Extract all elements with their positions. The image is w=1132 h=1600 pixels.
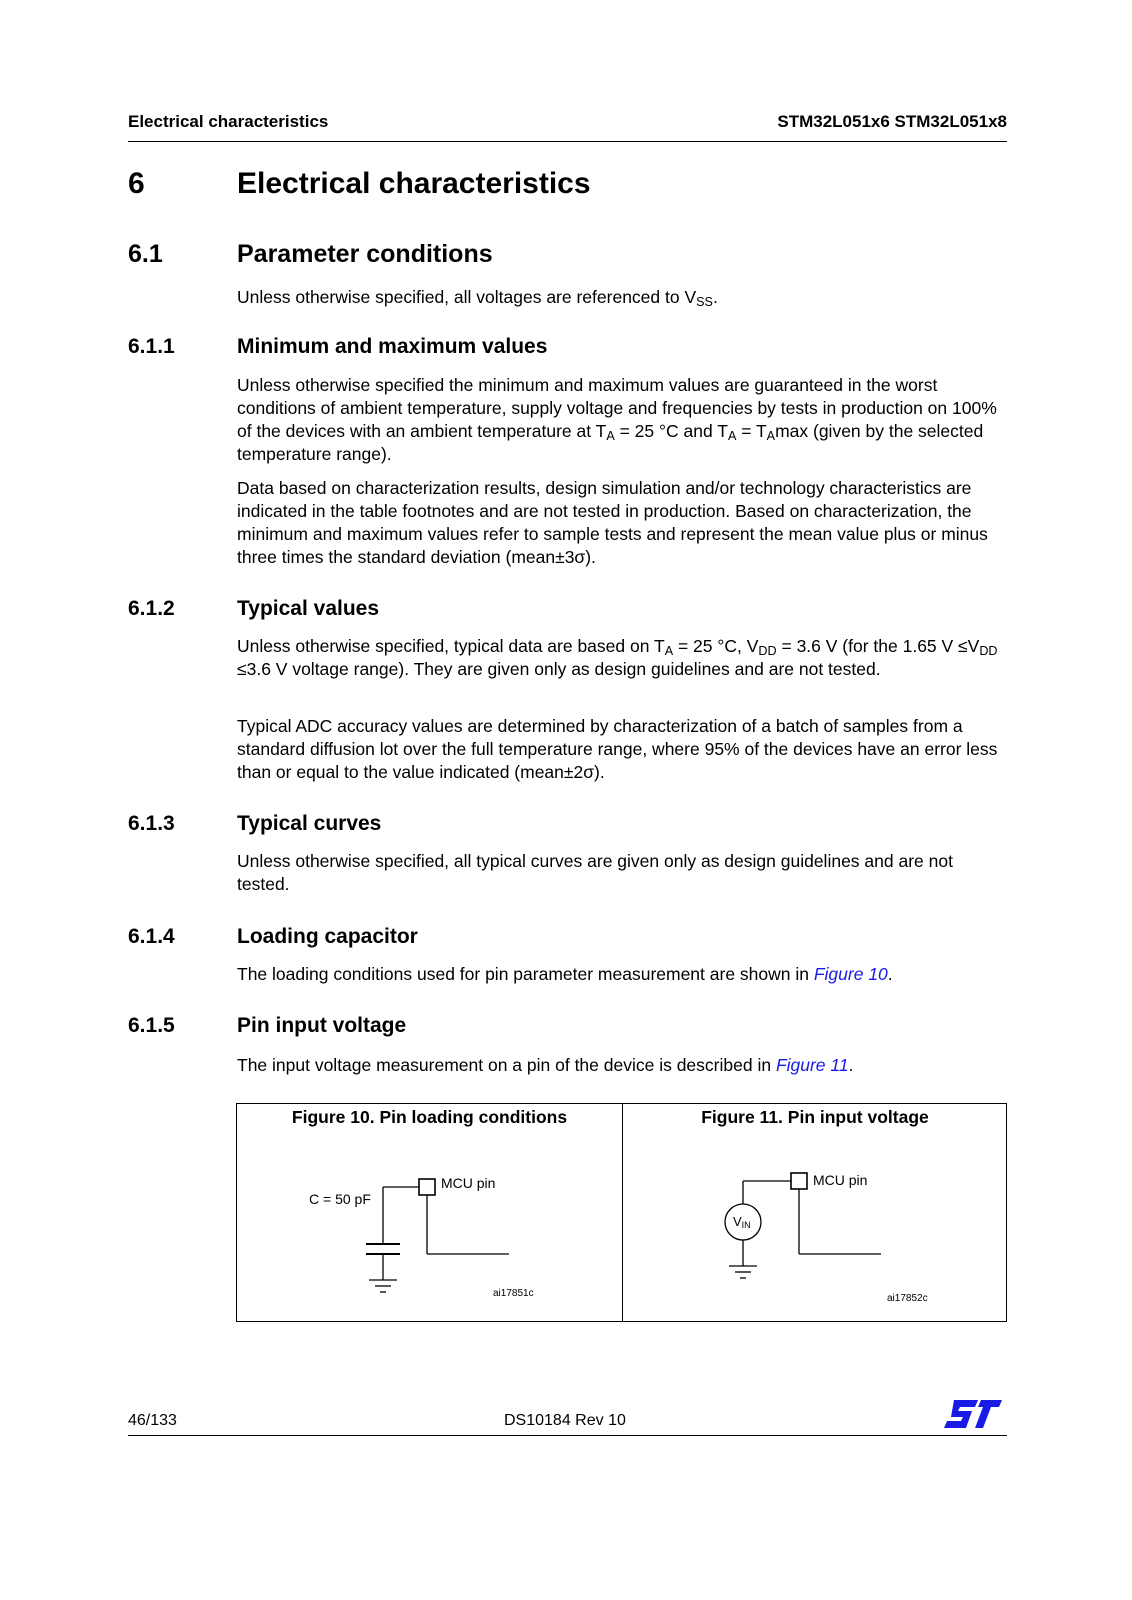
subsection-6-1-1-paragraph-2: Data based on characterization results, design simulation and/or technology characteristics are indicated in the table footnotes and are not tested in production. Based on characterization, the minimum and maximum values refer to sample tests and represent the mean value plus or minus three times the standard deviation (mean±3σ).	[237, 478, 988, 567]
vin-label: VIN	[733, 1214, 751, 1230]
mcu-pin-icon	[791, 1173, 807, 1189]
mcu-pin-label: MCU pin	[441, 1175, 496, 1191]
subsection-6-1-2-title: Typical values	[237, 597, 380, 620]
figure-11-diagram	[623, 1104, 1007, 1321]
subsection-6-1-2-number: 6.1.2	[128, 597, 175, 620]
subsection-6-1-3-title: Typical curves	[237, 812, 382, 835]
footer-rule	[128, 1435, 1007, 1436]
subsection-6-1-number: 6.1	[128, 240, 163, 268]
page-number: 46/133	[128, 1412, 177, 1429]
figure-11-ref: ai17852c	[887, 1293, 928, 1304]
section-number: 6	[128, 167, 145, 200]
subsection-6-1-4-number: 6.1.4	[128, 925, 175, 948]
mcu-pin-label: MCU pin	[813, 1172, 868, 1188]
subsection-6-1-5-number: 6.1.5	[128, 1014, 175, 1037]
subsection-6-1-1-title: Minimum and maximum values	[237, 335, 548, 358]
figures-table	[236, 1103, 1007, 1322]
document-revision: DS10184 Rev 10	[504, 1412, 626, 1429]
subsection-6-1-2-paragraph-1: Unless otherwise specified, typical data are based on $T_A = 25$ °C, $V_{DD} = 3.6$ V (for the 1.65 $V \le V_{DD} \le 3.6$ V voltage range). They are given only as design guidelines and are not tested.	[237, 636, 998, 679]
subsection-6-1-4-title: Loading capacitor	[237, 925, 418, 948]
st-logo-icon	[944, 1398, 1004, 1430]
subsection-6-1-3-paragraph: Unless otherwise specified, all typical curves are given only as design guidelines and are not tested.	[237, 851, 953, 894]
subsection-6-1-5-paragraph: The input voltage measurement on a pin of the device is described in Figure 11.	[237, 1055, 854, 1075]
figure-11-link[interactable]: Figure 11	[775, 1055, 849, 1075]
subsection-6-1-1-paragraph-1: Unless otherwise specified the minimum and maximum values are guaranteed in the worst conditions of ambient temperature, supply voltage and frequencies by tests in production on 100% of the devices with an ambient temperature at $T_A = 25$ °C and $T_A = T_A\max$ (given by the selected temperature range).	[237, 375, 997, 464]
subsection-6-1-2-paragraph-2: Typical ADC accuracy values are determined by characterization of a batch of samples from a standard diffusion lot over the full temperature range, where 95% of the devices have an error less than or equal to the value indicated (mean±2σ).	[237, 716, 998, 782]
capacitor-label: C = 50 pF	[309, 1191, 371, 1207]
subsection-6-1-1-number: 6.1.1	[128, 335, 175, 358]
running-header-right: STM32L051x6 STM32L051x8	[777, 112, 1007, 131]
subsection-6-1-3-number: 6.1.3	[128, 812, 175, 835]
subsection-6-1-title: Parameter conditions	[237, 240, 493, 268]
header-rule	[128, 141, 1007, 142]
subsection-6-1-5-title: Pin input voltage	[237, 1014, 407, 1037]
figure-10-link[interactable]: Figure 10	[813, 964, 888, 984]
figure-11-title: Figure 11. Pin input voltage	[701, 1107, 929, 1127]
figure-10-ref: ai17851c	[493, 1288, 534, 1299]
subsection-6-1-text: Unless otherwise specified, all voltages are referenced to $V_{SS}$.	[237, 287, 718, 310]
figure-10-diagram	[237, 1104, 622, 1321]
subsection-6-1-4-paragraph: The loading conditions used for pin parameter measurement are shown in Figure 10.	[237, 964, 893, 984]
figure-10-title: Figure 10. Pin loading conditions	[291, 1107, 568, 1127]
running-header-left: Electrical characteristics	[128, 112, 329, 131]
mcu-pin-icon	[419, 1179, 435, 1195]
section-title: Electrical characteristics	[237, 167, 591, 200]
